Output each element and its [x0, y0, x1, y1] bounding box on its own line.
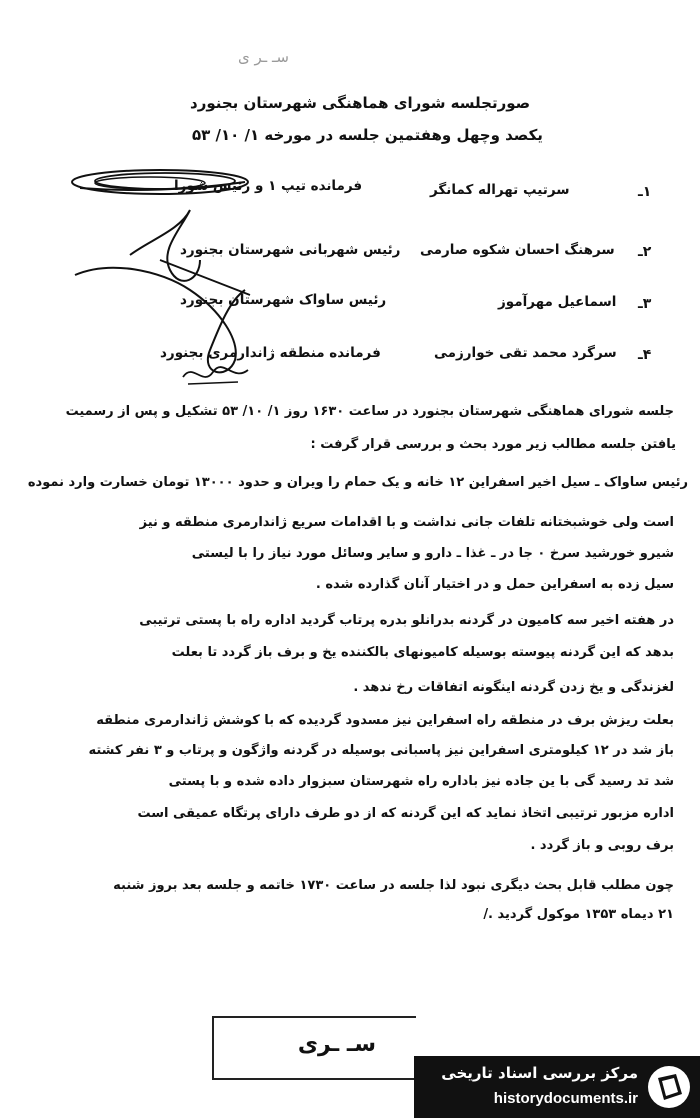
body-line-12: شد تد رسید گی با ین جاده نیز باداره راه شهرستان سبزوار داده شده و با پستی: [168, 774, 674, 789]
body-line-7: در هفته اخیر سه کامیون در گردنه بدرانلو بدره پرتاب گردید اداره راه با پستی ترتیبی: [139, 613, 674, 628]
body-line-1: جلسه شورای هماهنگی شهرستان بجنورد در ساعت ۱۶۳۰ روز ۱/ ۱۰/ ۵۳ تشکیل و پس از رسمیت: [65, 404, 674, 419]
body-line-11: باز شد در ۱۲ کیلومتری اسفراین نیز پاسبانی بوسیله در گردنه واژگون و پرتاب و ۳ نفر کشته: [88, 743, 674, 758]
footer-stamp: [212, 1016, 416, 1080]
body-line-5: شیرو خورشید سرخ ۰ جا در ـ غذا ـ دارو و سایر وسائل مورد نیاز را با لیستی: [191, 546, 674, 561]
body-line-2: یافتن جلسه مطالب زیر مورد بحث و بررسی قرار گرفت :: [310, 437, 676, 452]
member-2-number: ۲ـ: [638, 244, 652, 260]
member-4-number: ۴ـ: [638, 347, 652, 363]
member-2-name: سرهنگ احسان شکوه صارمی: [420, 242, 615, 258]
logo-mark-icon: [646, 1064, 692, 1110]
member-4-role: فرمانده منطقه ژاندارمری بجنورد: [160, 345, 381, 361]
member-3-number: ۳ـ: [638, 296, 652, 312]
member-4-name: سرگرد محمد تقی خوارزمی: [434, 345, 617, 361]
logo-name: مرکز بررسی اسناد تاریخی: [441, 1064, 638, 1082]
logo-url: historydocuments.ir: [493, 1090, 638, 1107]
body-line-13: اداره مزبور ترتیبی اتخاذ نماید که این گردنه که از دو طرف دارای پرتگاه عمیقی است: [137, 806, 674, 821]
member-3-role: رئیس ساواک شهرستان بجنورد: [180, 292, 387, 308]
member-1-role: فرمانده تیپ ۱ و رئیس شورا: [174, 178, 363, 194]
source-logo: [414, 1056, 700, 1118]
document-title: صورتجلسه شورای هماهنگی شهرستان بجنورد: [190, 94, 531, 112]
body-line-4: است ولی خوشبختانه تلفات جانی نداشت و با اقدامات سریع ژاندارمری منطقه و نیز: [139, 515, 674, 530]
body-line-15: چون مطلب قابل بحث دیگری نبود لذا جلسه در ساعت ۱۷۳۰ خاتمه و جلسه بعد بروز شنبه: [113, 878, 674, 893]
member-3-name: اسماعیل مهرآموز: [498, 294, 617, 310]
member-2-role: رئیس شهربانی شهرستان بجنورد: [180, 242, 401, 258]
signature-3: [178, 352, 258, 392]
document-subtitle: یکصد وچهل وهفتمین جلسه در مورخه ۱/ ۱۰/ ۵۳: [192, 126, 543, 144]
body-line-10: بعلت ریزش برف در منطقه راه اسفراین نیز مسدود گردیده که با کوشش ژاندارمری منطقه: [96, 713, 674, 728]
footer-stamp-text: سـ ـری: [297, 1032, 376, 1057]
body-line-9: لغزندگی و یخ زدن گردنه اینگونه اتفاقات رخ ندهد .: [353, 680, 674, 695]
body-line-16: ۲۱ دیماه ۱۳۵۳ موکول گردید ./: [483, 907, 674, 922]
member-1-number: ۱ـ: [638, 184, 652, 200]
body-line-8: بدهد که این گردنه پیوسته بوسیله کامیونهای بالکننده یخ و برف باز گردد تا بعلت: [171, 645, 674, 660]
body-line-6: سیل زده به اسفراین حمل و در اختیار آنان گذارده شده .: [315, 577, 674, 592]
body-line-3: رئیس ساواک ـ سیل اخیر اسفراین ۱۲ خانه و یک حمام را ویران و حدود ۱۳۰۰۰ تومان خسارت وارد نموده: [27, 475, 688, 490]
member-1-name: سرتیپ تهراله کمانگر: [430, 182, 570, 198]
body-line-14: برف روبی و باز گردد .: [530, 838, 674, 853]
top-stamp: سـ ـر ی: [238, 48, 289, 66]
